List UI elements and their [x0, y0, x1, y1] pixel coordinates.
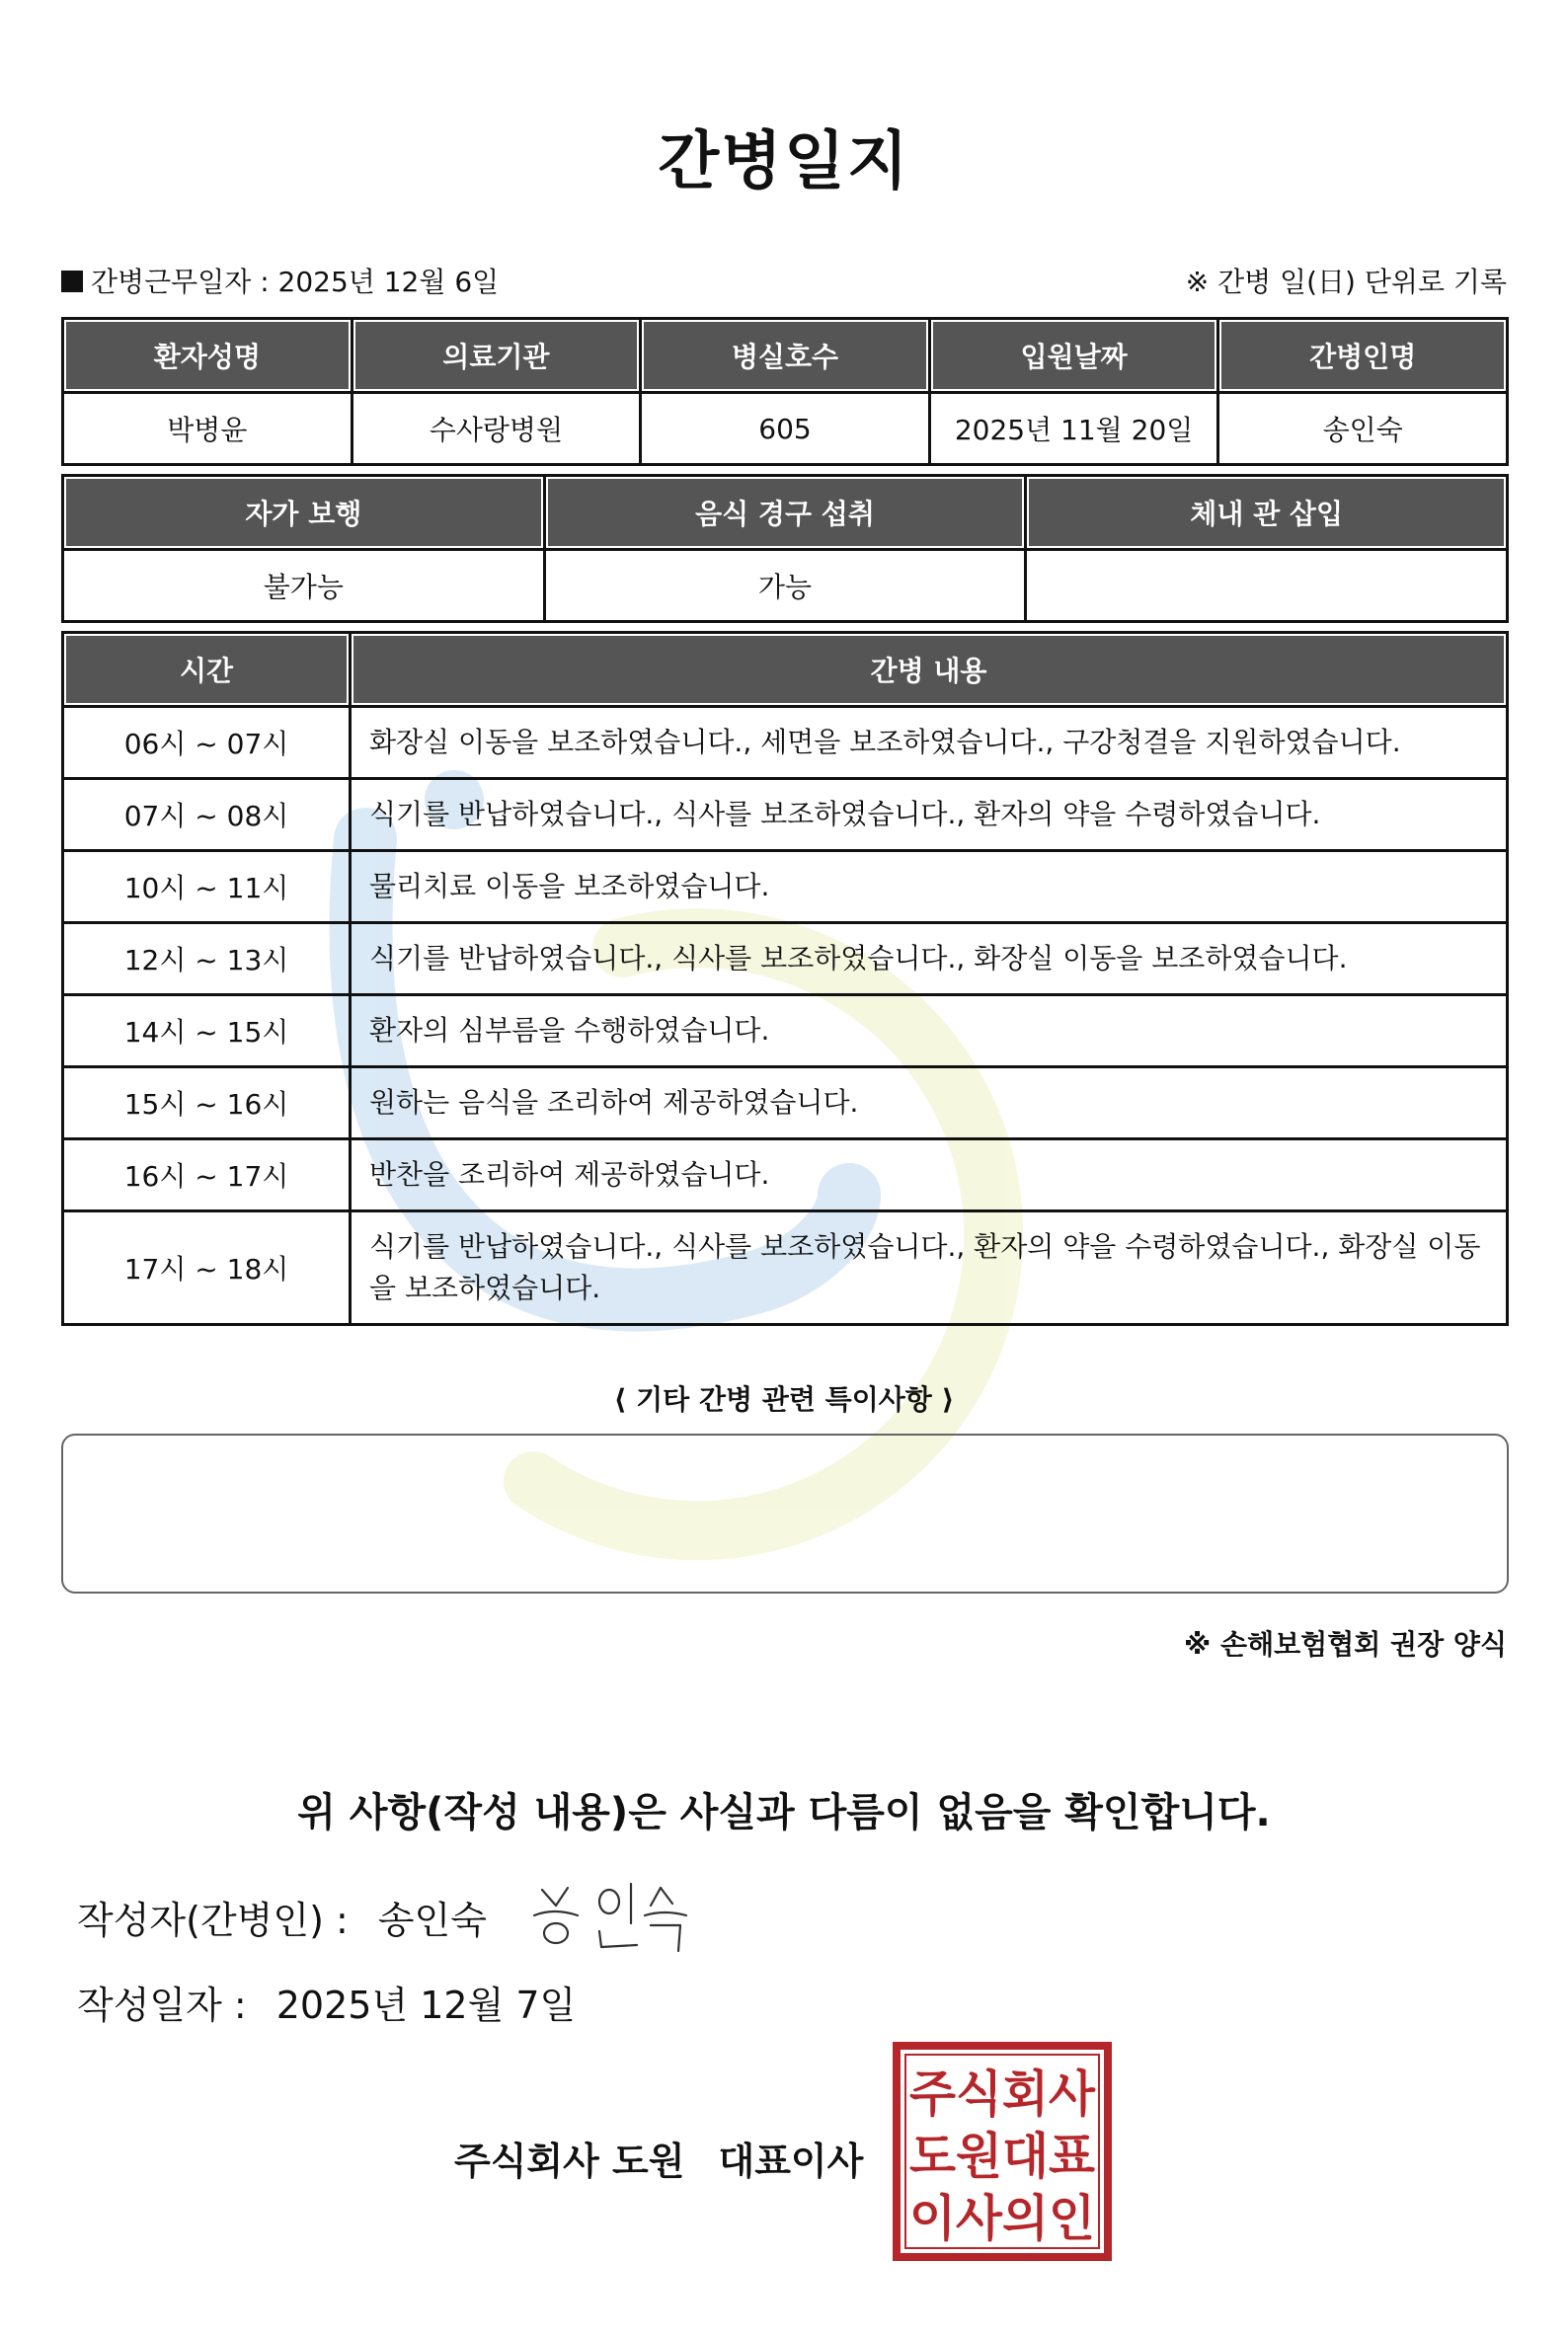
- svg-text:이사의인: 이사의인: [909, 2190, 1095, 2247]
- svg-text:주식회사: 주식회사: [909, 2065, 1096, 2123]
- care-time: 14시 ~ 15시: [63, 995, 351, 1067]
- caregiver-name: 송인숙: [1218, 393, 1508, 465]
- self-walking-value: 불가능: [63, 550, 545, 622]
- table-row: [63, 1067, 1508, 1139]
- table-row: [63, 550, 1508, 622]
- writing-date-label: 작성일자 :: [77, 1984, 247, 2027]
- care-time: 15시 ~ 16시: [63, 1067, 351, 1139]
- admission-date: 2025년 11월 20일: [929, 393, 1218, 465]
- company-name: 주식회사 도원: [454, 2140, 685, 2183]
- company-seal-stamp: [893, 2042, 1112, 2261]
- representative-title: 대표이사: [718, 2140, 864, 2183]
- table-row: [63, 995, 1508, 1067]
- special-notes-box: [61, 1434, 1509, 1594]
- care-content: 식기를 반납하였습니다., 식사를 보조하였습니다., 환자의 약을 수령하였습니다., 화장실 이동을 보조하였습니다.: [351, 1211, 1508, 1325]
- work-date-label: 간병근무일자: [91, 266, 252, 298]
- record-unit-note: ※ 간병 일(日) 단위로 기록: [1185, 266, 1507, 298]
- company-line: [454, 2131, 863, 2185]
- special-notes-title: ⟨ 기타 간병 관련 특이사항 ⟩: [613, 1383, 955, 1416]
- care-time: 16시 ~ 17시: [63, 1139, 351, 1211]
- care-content: 물리치료 이동을 보조하였습니다.: [351, 851, 1508, 923]
- care-time: 06시 ~ 07시: [63, 707, 351, 779]
- oral-intake-value: 가능: [544, 550, 1026, 622]
- table-header-row: [63, 633, 1508, 707]
- header-patient-name: 환자성명: [63, 319, 353, 393]
- table-row: [63, 851, 1508, 923]
- work-date-line: 간병근무일자 : 2025년 12월 6일: [61, 261, 499, 300]
- patient-status-table: [61, 474, 1509, 623]
- table-row: [63, 779, 1508, 851]
- svg-text:도원대표: 도원대표: [909, 2128, 1096, 2185]
- care-content: 원하는 음식을 조리하여 제공하였습니다.: [351, 1067, 1508, 1139]
- header-care-content: 간병 내용: [351, 633, 1508, 707]
- care-content: 식기를 반납하였습니다., 식사를 보조하였습니다., 화장실 이동을 보조하였습니다.: [351, 923, 1508, 995]
- header-room-number: 병실호수: [641, 319, 930, 393]
- header-hospital: 의료기관: [352, 319, 641, 393]
- writer-label: 작성자(간병인) :: [77, 1899, 349, 1942]
- care-time: 07시 ~ 08시: [63, 779, 351, 851]
- care-content: 환자의 심부름을 수행하였습니다.: [351, 995, 1508, 1067]
- header-oral-intake: 음식 경구 섭취: [544, 476, 1026, 550]
- tube-insertion-value: [1026, 550, 1508, 622]
- writing-date-line: [77, 1975, 576, 2029]
- document-title: 간병일지: [658, 125, 910, 198]
- header-caregiver-name: 간병인명: [1218, 319, 1508, 393]
- square-bullet-icon: [61, 271, 83, 292]
- header-admission-date: 입원날짜: [929, 319, 1218, 393]
- header-time: 시간: [63, 633, 351, 707]
- table-row: [63, 707, 1508, 779]
- table-row: [63, 1211, 1508, 1325]
- care-content: 반찬을 조리하여 제공하였습니다.: [351, 1139, 1508, 1211]
- care-time: 17시 ~ 18시: [63, 1211, 351, 1325]
- patient-name: 박병윤: [63, 393, 353, 465]
- work-date-value: 2025년 12월 6일: [277, 266, 500, 298]
- patient-info-table: [61, 317, 1509, 466]
- care-content: 화장실 이동을 보조하였습니다., 세면을 보조하였습니다., 구강청결을 지원하였습니다.: [351, 707, 1508, 779]
- table-row: [63, 923, 1508, 995]
- header-self-walking: 자가 보행: [63, 476, 545, 550]
- writer-line: [77, 1890, 487, 1944]
- table-row: [63, 1139, 1508, 1211]
- header-tube-insertion: 체내 관 삽입: [1026, 476, 1508, 550]
- care-content: 식기를 반납하였습니다., 식사를 보조하였습니다., 환자의 약을 수령하였습니다.: [351, 779, 1508, 851]
- table-header-row: [63, 476, 1508, 550]
- room-number: 605: [641, 393, 930, 465]
- recommended-form-note: ※ 손해보험협회 권장 양식: [1184, 1628, 1507, 1661]
- handwritten-signature: [528, 1876, 696, 1955]
- care-log-table: [61, 631, 1509, 1326]
- care-time: 10시 ~ 11시: [63, 851, 351, 923]
- table-row: [63, 393, 1508, 465]
- confirmation-statement: 위 사항(작성 내용)은 사실과 다름이 없음을 확인합니다.: [297, 1790, 1271, 1835]
- writing-date-value: 2025년 12월 7일: [275, 1984, 577, 2027]
- writer-name: 송인숙: [377, 1899, 487, 1942]
- table-header-row: [63, 319, 1508, 393]
- care-time: 12시 ~ 13시: [63, 923, 351, 995]
- hospital-name: 수사랑병원: [352, 393, 641, 465]
